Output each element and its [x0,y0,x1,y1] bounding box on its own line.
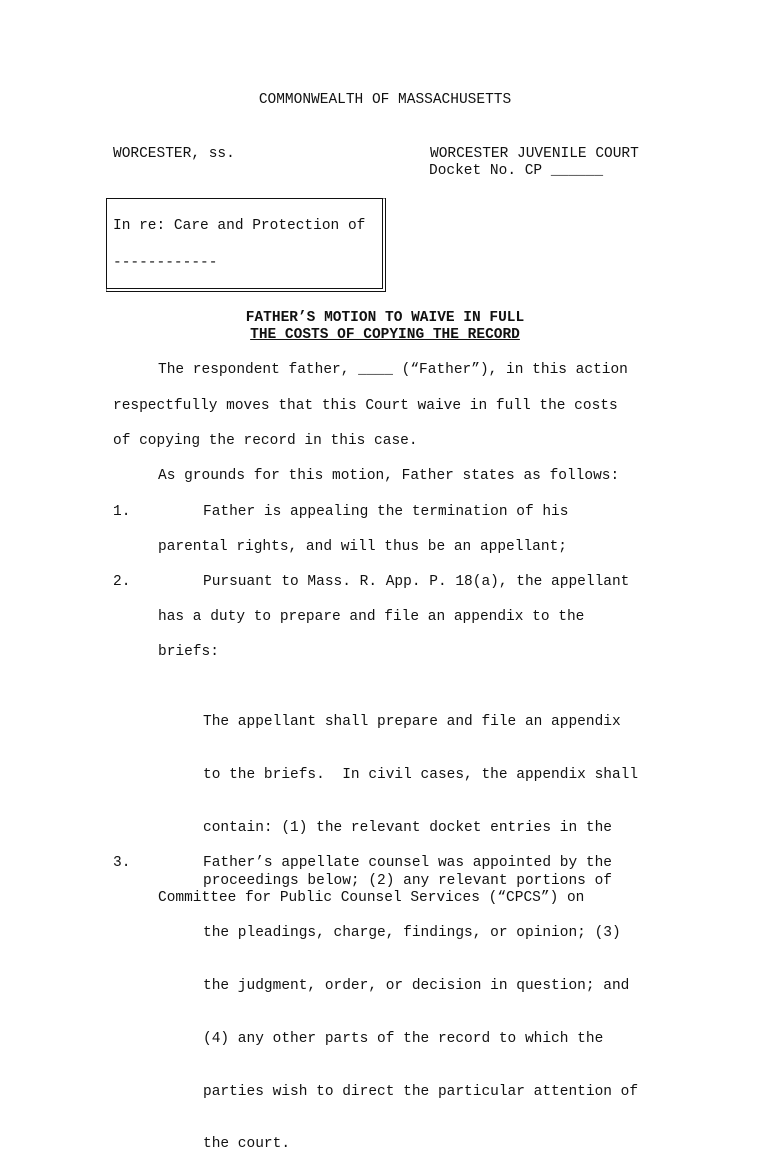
motion-title: FATHER’S MOTION TO WAIVE IN FULL [245,310,525,326]
intro-line: The respondent father, ____ (“Father”), in this action [158,362,628,378]
rule-block-quote [203,679,673,1172]
county-label: WORCESTER, ss. [113,146,235,162]
item-text: Father is appealing the termination of his [203,504,569,520]
quote-line: the judgment, order, or decision in question; and [203,978,630,995]
case-caption-box [106,198,386,292]
item-number: 2. [113,574,131,590]
quote-line: to the briefs. In civil cases, the appendix shall [203,766,639,783]
quote-line: parties wish to direct the particular attention of [203,1083,639,1100]
docket-number: Docket No. CP ______ [429,163,604,179]
item-text: Father’s appellate counsel was appointed by the [203,855,612,871]
item-text: parental rights, and will thus be an appellant; [158,539,567,555]
intro-line: of copying the record in this case. [113,433,418,449]
commonwealth-heading: COMMONWEALTH OF MASSACHUSETTS [258,92,512,108]
quote-line: contain: (1) the relevant docket entries in the [203,819,612,836]
item-number: 3. [113,855,131,871]
motion-subtitle: THE COSTS OF COPYING THE RECORD [250,327,520,343]
item-text: has a duty to prepare and file an appendix to the [158,609,585,625]
quote-line: the court. [203,1136,291,1153]
quote-line: proceedings below; (2) any relevant portions of [203,872,612,889]
item-number: 1. [113,504,131,520]
quote-line: (4) any other parts of the record to which the [203,1030,604,1047]
item-text: Committee for Public Counsel Services (“CPCS”) on [158,890,585,906]
item-text: Pursuant to Mass. R. App. P. 18(a), the appellant [203,574,630,590]
court-name: WORCESTER JUVENILE COURT [430,146,639,162]
quote-line: The appellant shall prepare and file an appendix [203,714,621,731]
case-caption: In re: Care and Protection of [113,218,366,234]
quote-line: the pleadings, charge, findings, or opinion; (3) [203,925,621,942]
item-text: briefs: [158,644,219,660]
case-name-blank: ------------ [113,255,218,271]
grounds-line: As grounds for this motion, Father states as follows: [158,468,620,484]
intro-line: respectfully moves that this Court waive in full the costs [113,398,618,414]
